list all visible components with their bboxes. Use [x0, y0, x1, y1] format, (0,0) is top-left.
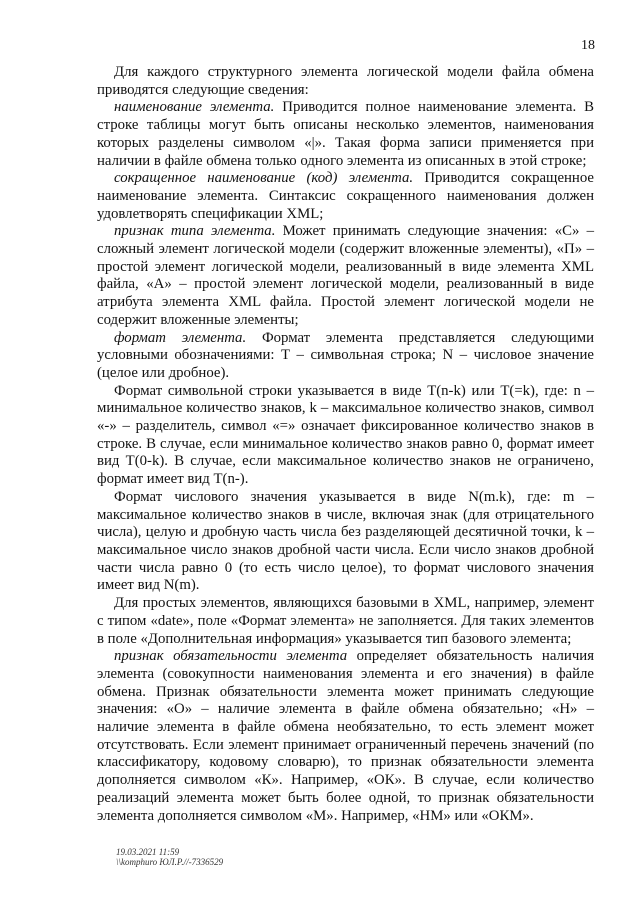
paragraph-number-format: Формат числового значения указывается в виде N(m.k), где: m – максимальное количество знаков в числе, включая знак (для отрицательного числа), целую и дробную часть числа без разделяющей десятичной точки, k – максимальное число знаков дробной части числа. Если число знаков дробной части числа равно 0 (то есть число целое), то формат числового значения имеет вид N(m). — [97, 488, 594, 594]
print-footer — [116, 847, 223, 867]
print-timestamp: 19.03.2021 11:59 — [116, 847, 180, 857]
paragraph-element-type: признак типа элемента. Может принимать следующие значения: «С» – сложный элемент логической модели (содержит вложенные элементы), «П» – простой элемент логической модели, реализованный в виде элемента XML файла, «А» – простой элемент логической модели, реализованный в виде атрибута элемента XML файла. Простой элемент логической модели не содержит вложенные элементы; — [97, 223, 594, 328]
paragraph-required-flag: признак обязательности элемента определяет обязательность наличия элемента (совокупности наименования элемента и его значения) в файле обмена. Признак обязательности элемента может принимать следующие значения: «О» – наличие элемента в файле обмена обязательно; «Н» – наличие элемента в файле обмена необязательно, то есть элемент может отсутствовать. Если элемент принимает ограниченный перечень значений (по классификатору, кодовому словарю), то признак обязательности элемента дополняется символом «К». Например, «ОК». В случае, если количество реализаций элемента может быть более одной, то признак обязательности элемента дополняется символом «М». Например, «НМ» или «ОКМ». — [97, 648, 595, 824]
paragraph-element-code: сокращенное наименование (код) элемента. Приводится сокращенное наименование элемента. Синтаксис сокращенного наименования должен удовлетворять спецификации XML; — [97, 170, 594, 222]
term: признак обязательности элемента — [114, 648, 348, 665]
term: сокращенное наименование (код) элемента. — [114, 170, 414, 187]
term: наименование элемента. — [114, 99, 275, 116]
page-number: 18 — [581, 38, 595, 53]
paragraph-intro: Для каждого структурного элемента логической модели файла обмена приводятся следующие сведения: — [97, 64, 594, 98]
paragraph-element-format: формат элемента. Формат элемента представляется следующими условными обозначениями: Т – символьная строка; N – числовое значение (целое или дробное). — [97, 329, 595, 381]
paragraph-string-format: Формат символьной строки указывается в виде Т(n-k) или Т(=k), где: n – минимальное количество знаков, k – максимальное количество знаков, символ «-» – разделитель, символ «=» означает фиксированное количество знаков в строке. В случае, если минимальное количество знаков равно 0, формат имеет вид Т(0-k). В случае, если максимальное количество знаков не ограничено, формат имеет вид Т(n-). — [97, 382, 594, 488]
print-path: \\komphuro ЮЛ.Р.//-7336529 — [116, 857, 224, 867]
term: признак типа элемента. — [114, 223, 276, 240]
term: формат элемента. — [114, 329, 247, 346]
paragraph-element-name: наименование элемента. Приводится полное наименование элемента. В строке таблицы могут быть описаны несколько элементов, наименования которых разделены символом «|». Такая форма записи применяется при наличии в файле обмена только одного элемента из описанных в этой строке; — [97, 99, 594, 169]
document-body — [97, 64, 594, 825]
paragraph-base-types: Для простых элементов, являющихся базовыми в XML, например, элемент с типом «date», поле «Формат элемента» не заполняется. Для таких элементов в поле «Дополнительная информация» указывается тип базового элемента; — [97, 595, 594, 647]
